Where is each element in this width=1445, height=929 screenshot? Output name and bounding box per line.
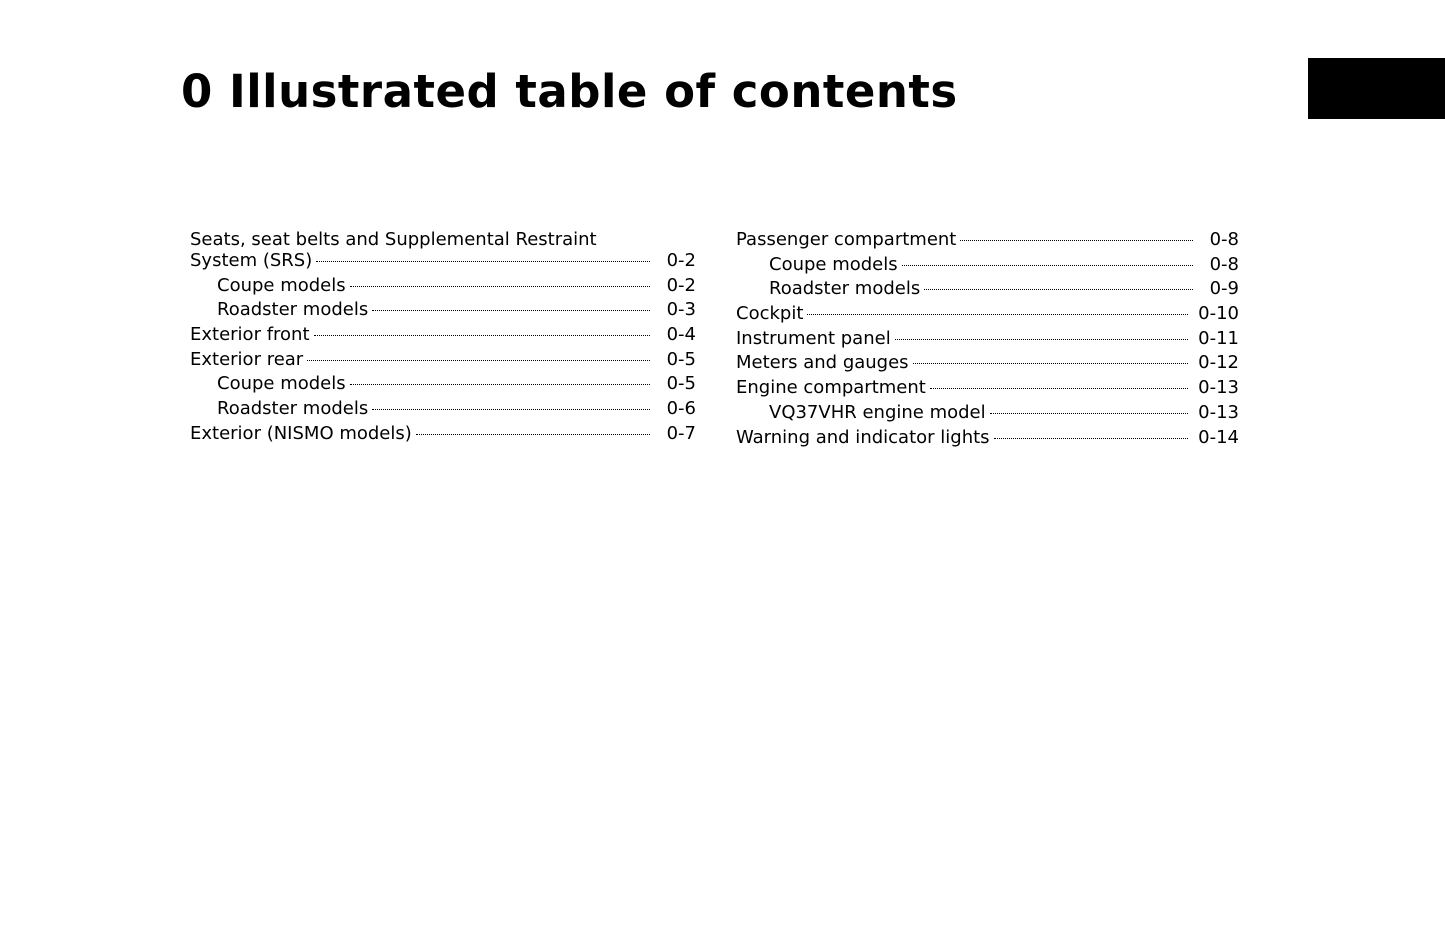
toc-entry[interactable]	[190, 398, 696, 423]
toc-entry[interactable]	[736, 328, 1239, 353]
dot-leader	[314, 335, 650, 336]
toc-entry-label: Roadster models	[217, 398, 369, 420]
dot-leader	[350, 286, 650, 287]
toc-entry[interactable]	[736, 303, 1239, 328]
toc-entry[interactable]	[190, 250, 696, 275]
toc-entry-page: 0-5	[666, 373, 696, 395]
toc-entry-page: 0-2	[666, 274, 696, 296]
toc-entry-label: Coupe models	[769, 253, 898, 275]
toc-entry-page: 0-6	[666, 398, 696, 420]
toc-entry-page: 0-10	[1198, 303, 1239, 325]
toc-entry[interactable]	[190, 423, 696, 448]
toc-entry[interactable]	[190, 299, 696, 324]
dot-leader	[895, 339, 1188, 340]
dot-leader	[960, 240, 1193, 241]
toc-entry-label: Coupe models	[217, 274, 346, 296]
toc-entry-label: Engine compartment	[736, 377, 926, 399]
toc-entry-page: 0-14	[1198, 426, 1239, 448]
toc-entry-page: 0-13	[1198, 401, 1239, 423]
toc-entry[interactable]	[736, 352, 1239, 377]
toc-entry-heading: Seats, seat belts and Supplemental Restraint	[190, 229, 597, 250]
toc-entry-label: Warning and indicator lights	[736, 426, 990, 448]
dot-leader	[913, 363, 1189, 364]
toc-entry-page: 0-2	[666, 250, 696, 271]
dot-leader	[924, 289, 1193, 290]
chapter-tab-marker	[1308, 58, 1445, 119]
dot-leader	[307, 360, 650, 361]
dot-leader	[372, 409, 650, 410]
toc-entry[interactable]	[190, 373, 696, 398]
toc-entry-page: 0-7	[666, 422, 696, 444]
toc-entry-label: Exterior front	[190, 324, 310, 346]
toc-entry-label: Meters and gauges	[736, 352, 909, 374]
toc-entry-label: Exterior (NISMO models)	[190, 422, 412, 444]
toc-entry[interactable]	[190, 275, 696, 300]
dot-leader	[930, 388, 1188, 389]
toc-entry-label: Cockpit	[736, 303, 804, 325]
toc-entry[interactable]	[190, 349, 696, 374]
dot-leader	[416, 434, 650, 435]
toc-entry[interactable]	[736, 427, 1239, 452]
dot-leader	[994, 438, 1189, 439]
toc-entry-label: Roadster models	[769, 278, 921, 300]
toc-entry[interactable]	[190, 324, 696, 349]
toc-entry[interactable]	[736, 402, 1239, 427]
toc-entry[interactable]	[736, 377, 1239, 402]
toc-entry-page: 0-3	[666, 299, 696, 321]
toc-entry-page: 0-11	[1198, 327, 1239, 349]
dot-leader	[902, 265, 1193, 266]
dot-leader	[350, 384, 650, 385]
toc-entry-page: 0-5	[666, 348, 696, 370]
toc-entry-page: 0-13	[1198, 377, 1239, 399]
dot-leader	[807, 314, 1188, 315]
toc-left-column	[190, 229, 696, 448]
toc-entry-page: 0-8	[1209, 229, 1239, 250]
toc-entry-page: 0-12	[1198, 352, 1239, 374]
toc-entry[interactable]	[736, 229, 1239, 254]
toc-entry-label: Coupe models	[217, 373, 346, 395]
toc-entry-label: Instrument panel	[736, 327, 891, 349]
toc-entry-label: System (SRS)	[190, 250, 313, 271]
dot-leader	[316, 261, 650, 262]
toc-entry-label: Roadster models	[217, 299, 369, 321]
toc-entry-page: 0-9	[1209, 278, 1239, 300]
toc-entry[interactable]	[736, 278, 1239, 303]
toc-entry-label: Exterior rear	[190, 348, 304, 370]
toc-right-column	[736, 229, 1239, 451]
dot-leader	[372, 310, 650, 311]
toc-entry-label: Passenger compartment	[736, 229, 957, 250]
toc-entry-page: 0-8	[1209, 253, 1239, 275]
page-title: 0 Illustrated table of contents	[181, 65, 958, 118]
dot-leader	[990, 413, 1189, 414]
toc-entry-page: 0-4	[666, 324, 696, 346]
toc-entry[interactable]	[736, 254, 1239, 279]
toc-entry-label: VQ37VHR engine model	[769, 401, 986, 423]
